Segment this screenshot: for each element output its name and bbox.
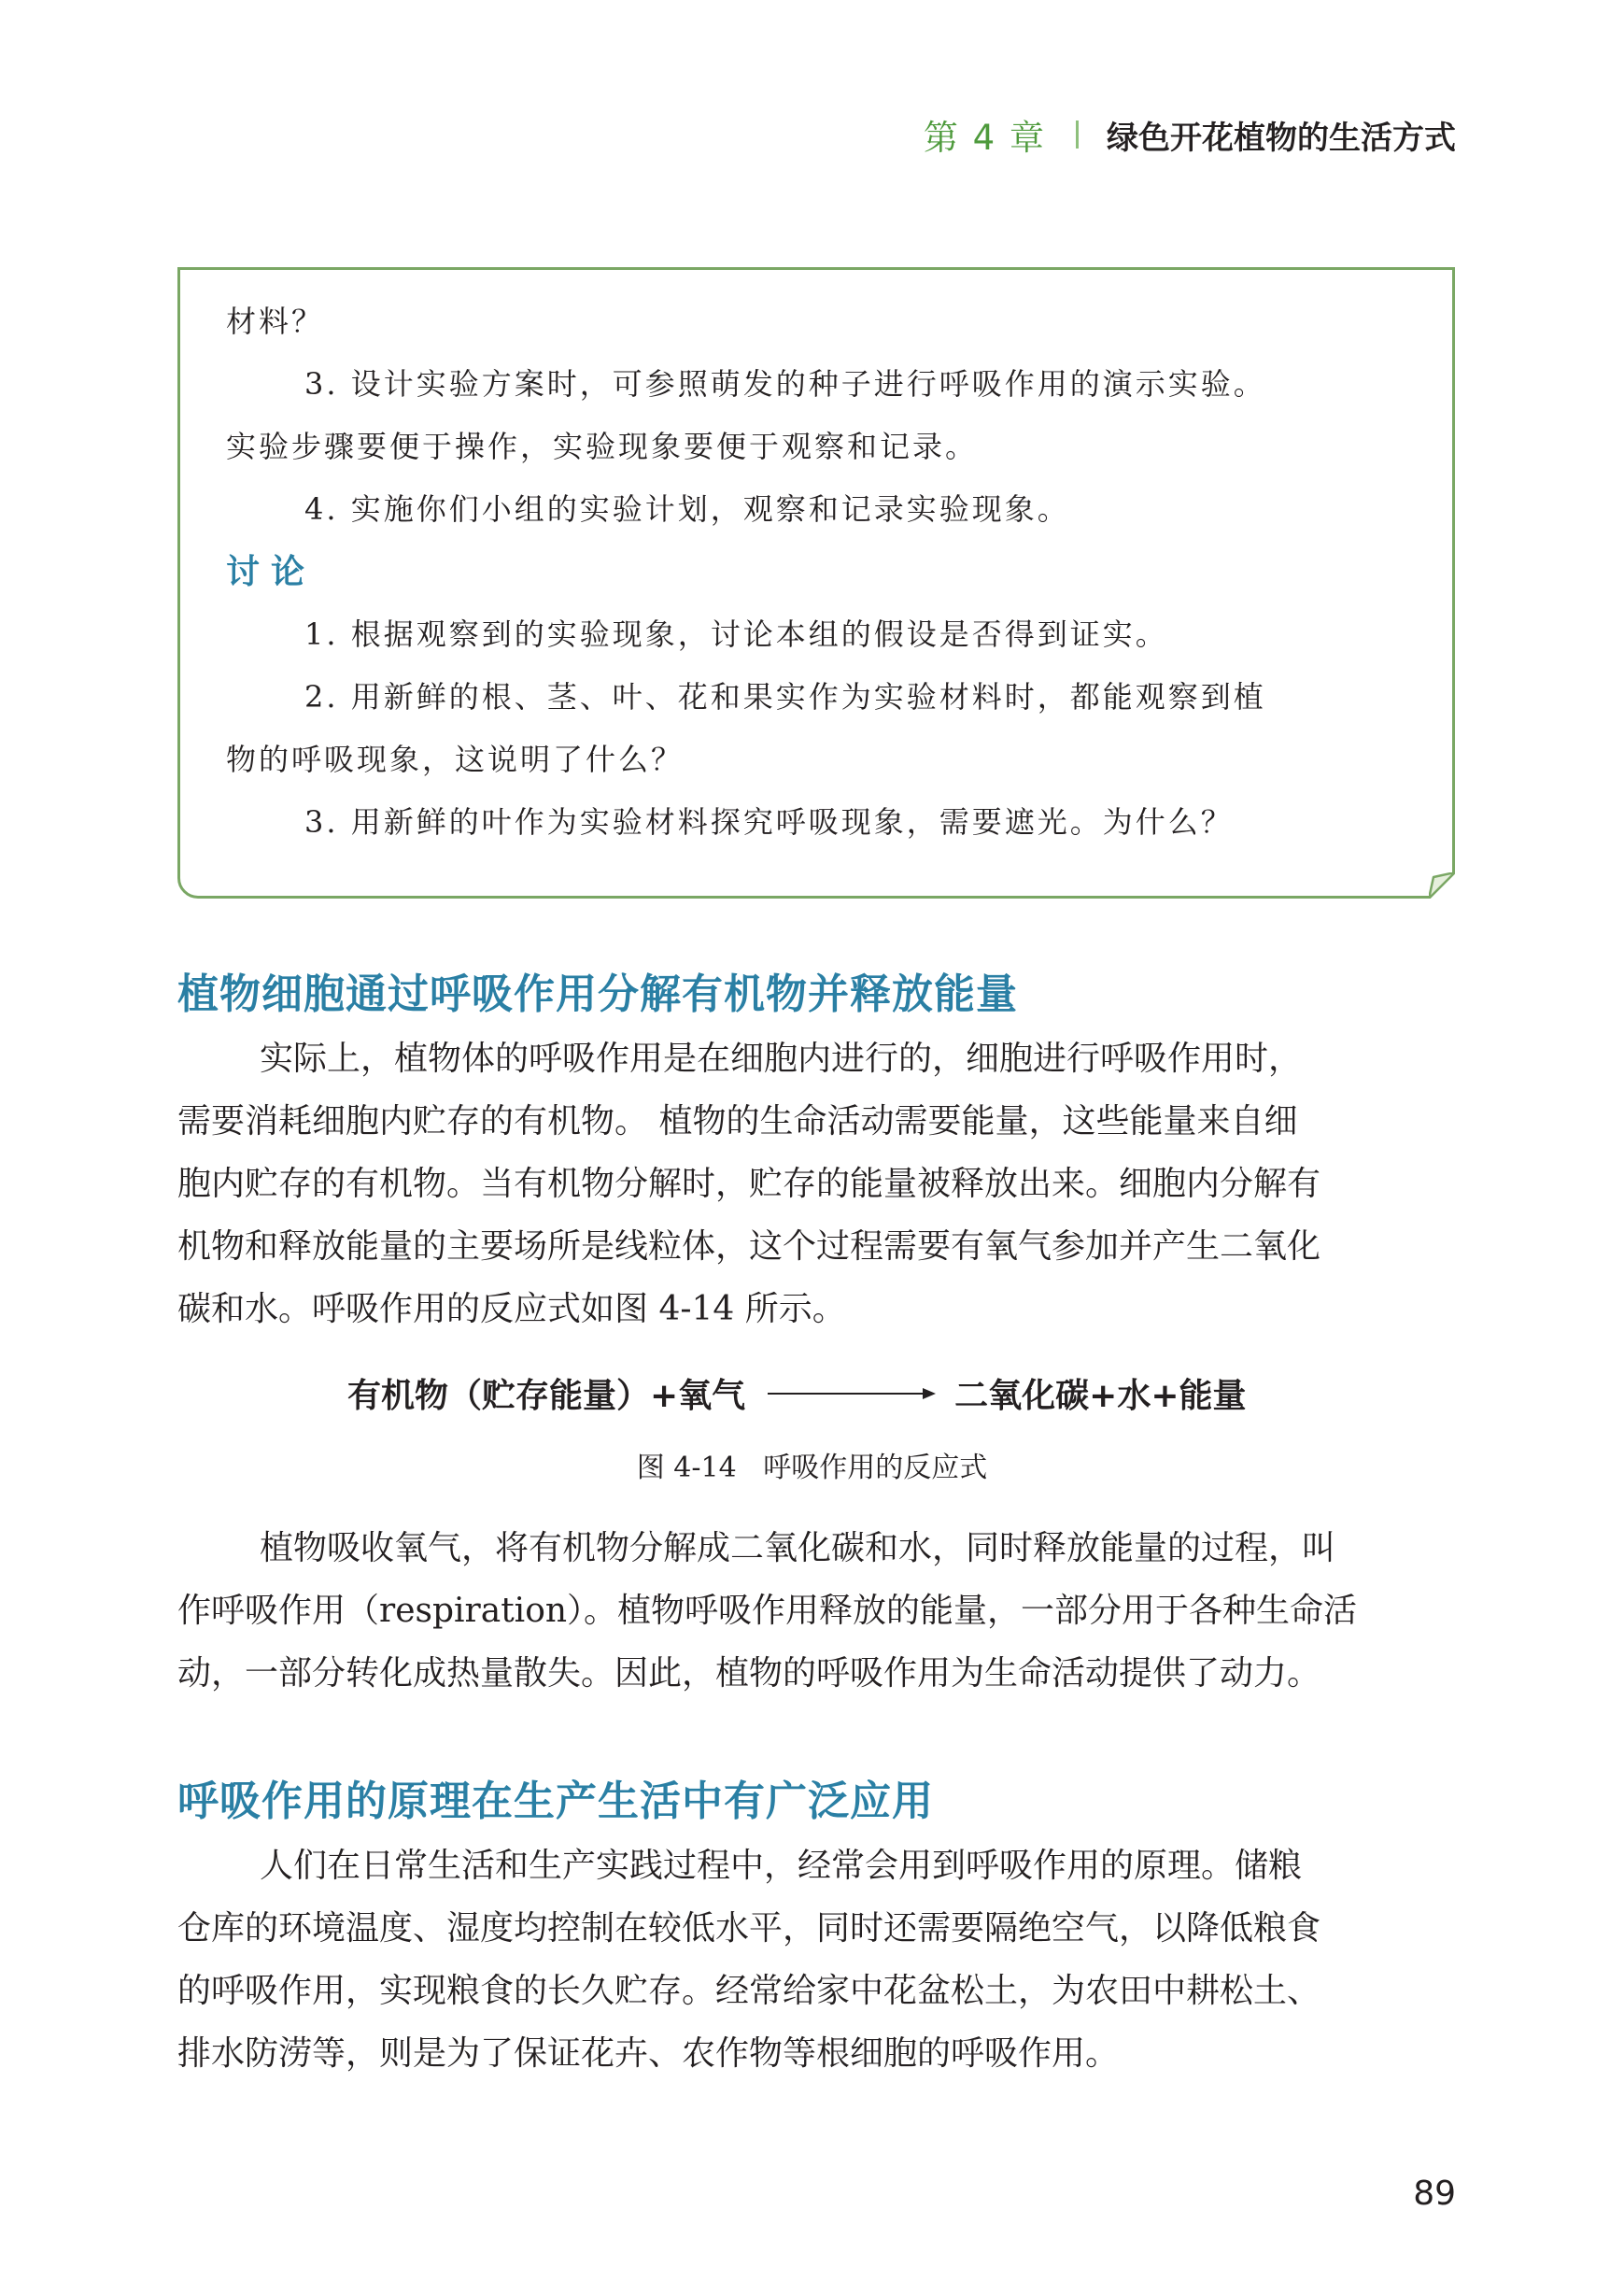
reaction-arrow-icon	[768, 1384, 936, 1403]
activity-line: 材料？	[226, 304, 325, 339]
activity-box	[177, 267, 1455, 899]
paragraph-line: 的呼吸作用，实现粮食的长久贮存。经常给家中花盆松土，为农田中耕松土、	[177, 1972, 1321, 2010]
discussion-heading: 讨论	[226, 553, 317, 591]
discussion-line: 1. 根据观察到的实验现象，讨论本组的假设是否得到证实。	[304, 616, 1168, 652]
figure-caption: 图 4-14 呼吸作用的反应式	[636, 1452, 988, 1484]
discussion-line: 3. 用新鲜的叶作为实验材料探究呼吸现象，需要遮光。为什么？	[304, 804, 1234, 840]
body-paragraph	[177, 1835, 1466, 2085]
chapter-title: 绿色开花植物的生活方式	[1107, 119, 1456, 157]
activity-line: 实验步骤要便于操作，实验现象要便于观察和记录。	[226, 429, 979, 464]
paragraph-line: 作呼吸作用（respiration）。植物呼吸作用释放的能量，一部分用于各种生命活	[177, 1592, 1358, 1630]
paragraph-line: 人们在日常生活和生产实践过程中，经常会用到呼吸作用的原理。储粮	[260, 1847, 1303, 1885]
body-paragraph	[177, 1027, 1466, 1340]
activity-line: 3. 设计实验方案时，可参照萌发的种子进行呼吸作用的演示实验。	[304, 366, 1266, 402]
paragraph-line: 碳和水。呼吸作用的反应式如图 4-14 所示。	[177, 1290, 846, 1328]
header-divider	[1076, 120, 1079, 149]
section-heading: 呼吸作用的原理在生产生活中有广泛应用	[177, 1778, 934, 1825]
activity-line: 4. 实施你们小组的实验计划，观察和记录实验现象。	[304, 491, 1070, 527]
paragraph-line: 仓库的环境温度、湿度均控制在较低水平，同时还需要隔绝空气，以降低粮食	[177, 1909, 1321, 1948]
discussion-line: 物的呼吸现象，这说明了什么？	[226, 742, 685, 777]
paragraph-line: 实际上，植物体的呼吸作用是在细胞内进行的，细胞进行呼吸作用时，	[260, 1040, 1303, 1078]
chapter-number: 第 4 章	[923, 118, 1046, 158]
equation-reactants: 有机物（贮存能量）+氧气	[347, 1377, 746, 1415]
equation-products: 二氧化碳+水+能量	[954, 1377, 1247, 1415]
paragraph-line: 胞内贮存的有机物。当有机物分解时，贮存的能量被释放出来。细胞内分解有	[177, 1165, 1321, 1203]
running-header	[924, 108, 1456, 161]
paragraph-line: 植物吸收氧气，将有机物分解成二氧化碳和水，同时释放能量的过程，叫	[260, 1529, 1336, 1567]
paragraph-line: 机物和释放能量的主要场所是线粒体，这个过程需要有氧气参加并产生二氧化	[177, 1227, 1321, 1266]
paragraph-line: 需要消耗细胞内贮存的有机物。 植物的生命活动需要能量，这些能量来自细	[177, 1102, 1298, 1140]
paragraph-line: 排水防涝等，则是为了保证花卉、农作物等根细胞的呼吸作用。	[177, 2034, 1120, 2073]
page-number: 89	[1413, 2175, 1456, 2213]
page-curl-corner	[1429, 872, 1455, 899]
body-paragraph	[177, 1517, 1466, 1705]
respiration-equation	[347, 1369, 1247, 1417]
section-heading: 植物细胞通过呼吸作用分解有机物并释放能量	[177, 970, 1018, 1018]
activity-box-content	[226, 290, 1412, 854]
discussion-line: 2. 用新鲜的根、茎、叶、花和果实作为实验材料时，都能观察到植	[304, 679, 1266, 715]
paragraph-line: 动，一部分转化成热量散失。因此，植物的呼吸作用为生命活动提供了动力。	[177, 1654, 1321, 1693]
